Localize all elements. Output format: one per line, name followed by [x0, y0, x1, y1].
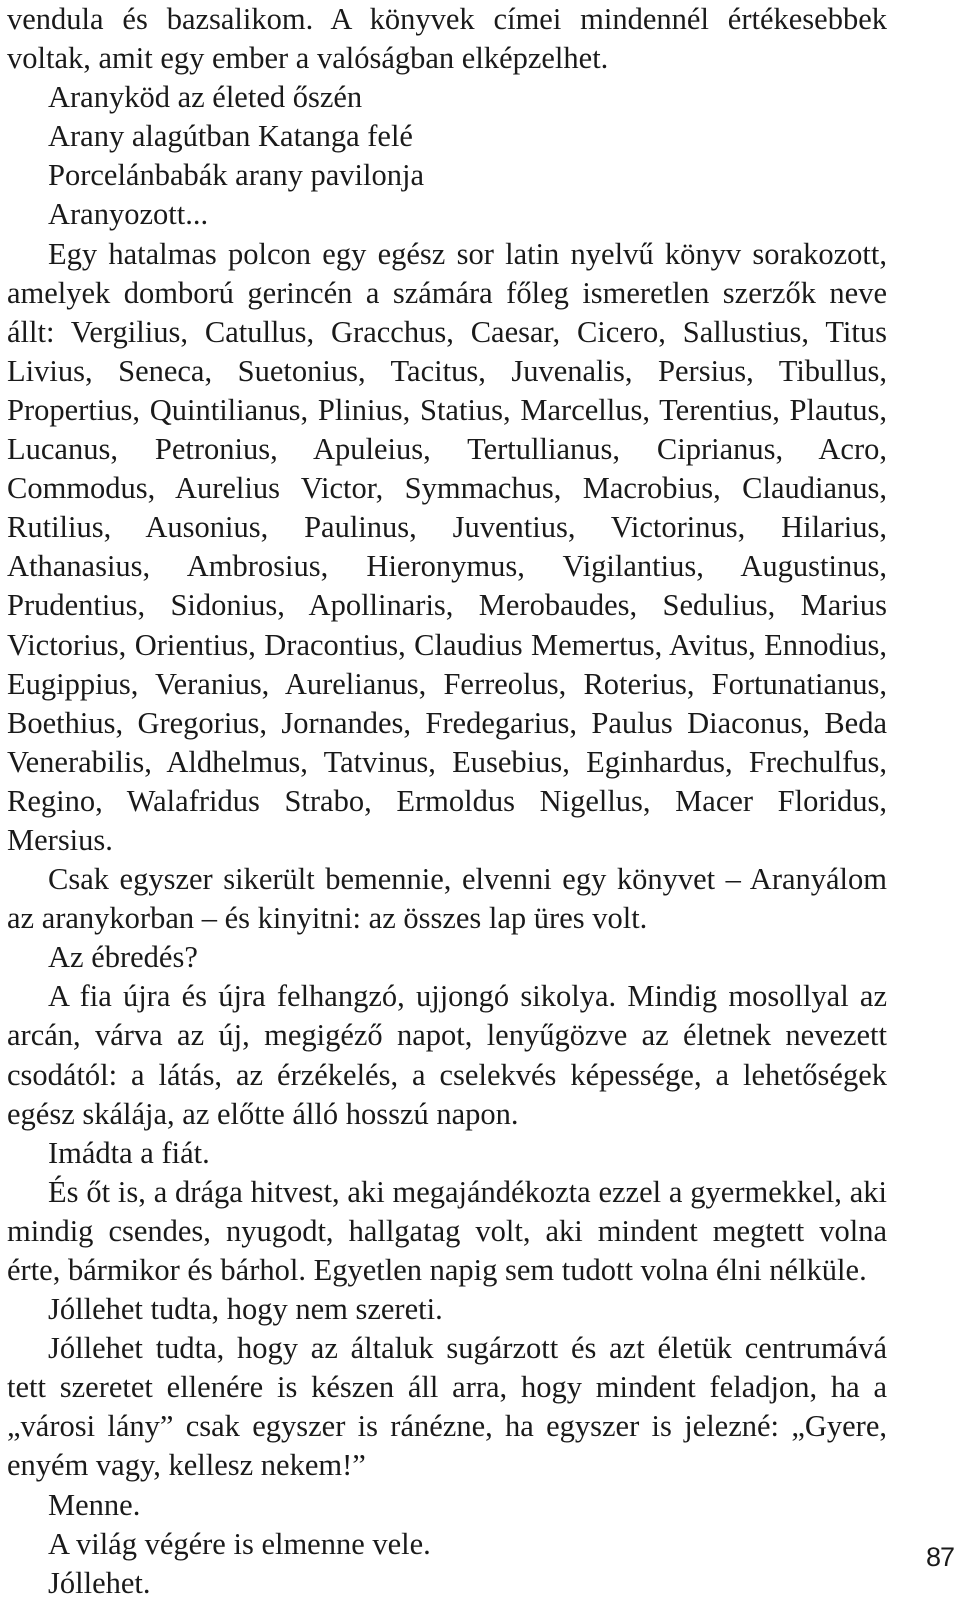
- paragraph-empty-book: Csak egyszer sikerült bemennie, elvenni egy könyvet – Aranyálom az aranykorban – és kinyitni: az összes lap üres volt.: [7, 862, 887, 936]
- paragraph-loved-son: Imádta a fiát.: [48, 1135, 210, 1170]
- book-title-line-1: Aranyköd az életed őszén: [48, 80, 363, 115]
- paragraph-continuation: vendula és bazsalikom. A könyvek címei mindennél értékesebbek voltak, amit egy ember a valóságban elképzelhet.: [7, 2, 887, 76]
- book-title-line-4: Aranyozott...: [48, 197, 209, 232]
- paragraph-latin-authors: Egy hatalmas polcon egy egész sor latin nyelvű könyv sorakozott, amelyek domború gerincén a számára főleg ismeretlen szerzők neve állt: Vergilius, Catullus, Gracchus, Caesar, Cicero, Sallustius, Titus Livius, Seneca, Suetonius, Tacitus, Juvenalis, Persius, Tibullus, Propertius, Quintilianus, Plinius, Statius, Marcellus, Terentius, Plautus, Lucanus, Petronius, Apuleius, Tertullianus, Ciprianus, Acro, Commodus, Aurelius Victor, Symmachus, Macrobius, Claudianus, Rutilius, Ausonius, Paulinus, Juventius, Victorinus, Hilarius, Athanasius, Ambrosius, Hieronymus, Vigilantius, Augustinus, Prudentius, Sidonius, Apollinaris, Merobaudes, Sedulius, Marius Victorius, Orientius, Dracontius, Claudius Memertus, Avitus, Ennodius, Eugippius, Veranius, Aurelianus, Ferreolus, Roterius, Fortunatianus, Boethius, Gregorius, Jornandes, Fredegarius, Paulus Diaconus, Beda Venerabilis, Aldhelmus, Tatvinus, Eusebius, Eginhardus, Frechulfus, Regino, Walafridus Strabo, Ermoldus Nigellus, Macer Floridus, Mersius.: [7, 236, 887, 857]
- paragraph-not-love: Jóllehet tudta, hogy nem szereti.: [48, 1292, 443, 1327]
- paragraph-son: A fia újra és újra felhangzó, ujjongó sikolya. Mindig mosollyal az arcán, várva az új, megigéző napot, lenyűgözve az életnek nevezett csodától: a látás, az érzékelés, a cselekvés képessége, a lehetőségek egész skálája, az előtte álló hosszú napon.: [7, 979, 887, 1131]
- paragraph-although: Jóllehet.: [48, 1565, 151, 1600]
- book-title-line-2: Arany alagútban Katanga felé: [48, 119, 413, 154]
- paragraph-city-girl: Jóllehet tudta, hogy az általuk sugárzott és azt életük centrumává tett szeretet ellenére is készen áll arra, hogy mindent feladjon, ha a „városi lány” csak egyszer is ránézne, ha egyszer is jelezné: „Gyere, enyém vagy, kellesz nekem!”: [7, 1331, 887, 1483]
- page-number: 87: [925, 1542, 954, 1572]
- paragraph-wife: És őt is, a drága hitvest, aki megajándékozta ezzel a gyermekkel, aki mindig csendes, nyugodt, hallgatag volt, aki mindent megtett volna érte, bármikor és bárhol. Egyetlen napig sem tudott volna élni nélküle.: [7, 1174, 887, 1287]
- page-body: [7, 0, 887, 1603]
- paragraph-would-go: Menne.: [48, 1487, 141, 1522]
- book-title-line-3: Porcelánbabák arany pavilonja: [48, 158, 425, 193]
- paragraph-awakening: Az ébredés?: [48, 940, 198, 975]
- paragraph-end-of-world: A világ végére is elmenne vele.: [48, 1526, 431, 1561]
